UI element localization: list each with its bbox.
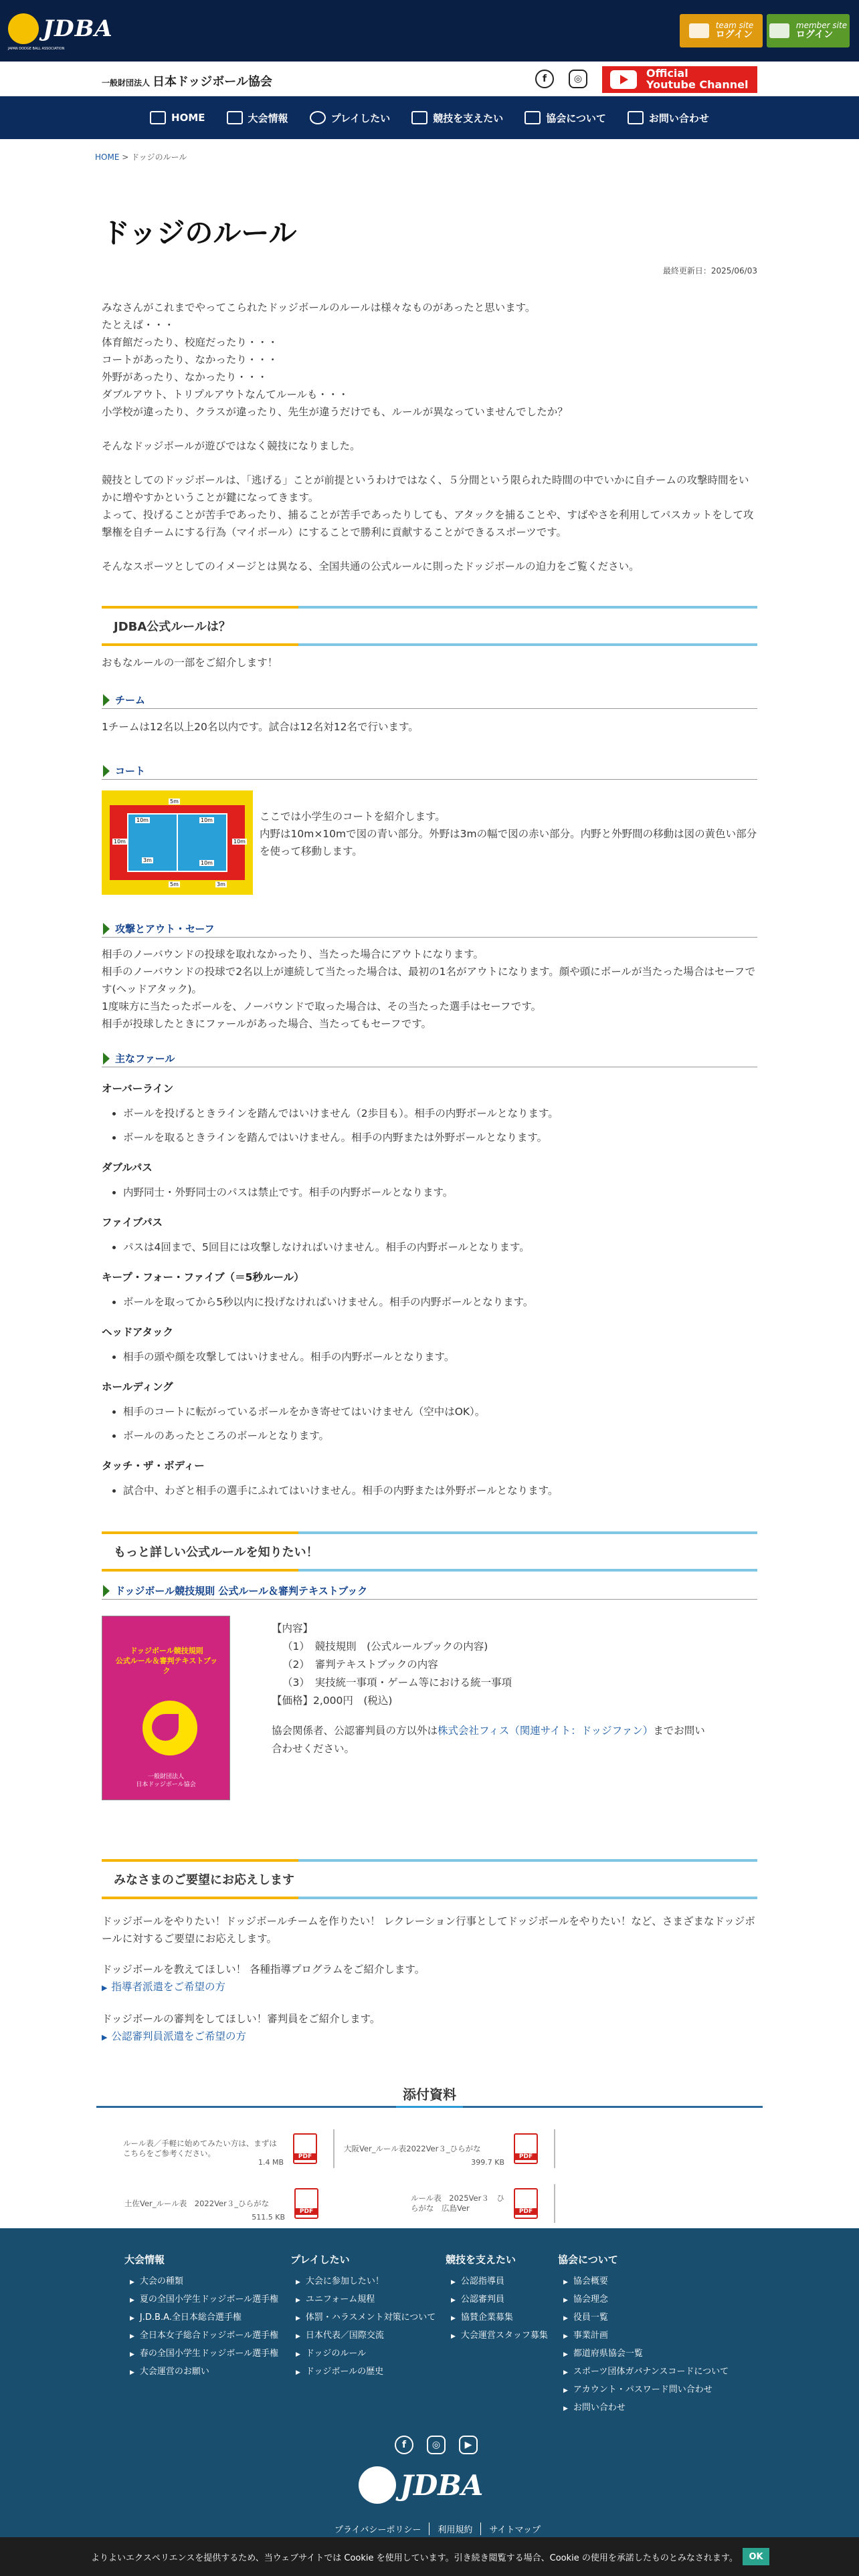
book-contact-text: 協会関係者、公認審判員の方以外は <box>272 1725 438 1737</box>
member-login-top: member site <box>795 21 848 31</box>
footer-link[interactable]: ▶ 事業計画 <box>558 2327 732 2345</box>
attachment-file[interactable] <box>114 2129 335 2168</box>
book-section <box>102 1616 757 1800</box>
footer-link[interactable]: ▶ 公認審判員 <box>446 2291 558 2309</box>
court-label: 10m <box>233 839 246 845</box>
book-price: 【価格】2,000円 (税込) <box>272 1695 393 1707</box>
logo-subtext: JAPAN DODGE BALL ASSOCIATION <box>8 47 65 51</box>
book-contact-text: までお問い合わせください。 <box>272 1725 705 1755</box>
footer-link[interactable]: ▶ 協会理念 <box>558 2291 732 2309</box>
pdf-icon <box>293 2133 317 2164</box>
team-text: 1チームは12名以上20名以内です。試合は12名対12名で行います。 <box>102 721 419 733</box>
breadcrumb-current: ドッジのルール <box>131 152 187 162</box>
attachment-name: 大阪Ver_ルール表2022Ver３_ひらがな <box>344 2143 481 2153</box>
foul-item: • ボールを投げるときラインを踏んではいけません（2歩目も）。相手の内野ボールとなります。 <box>123 1105 757 1122</box>
pdf-icon <box>514 2133 538 2164</box>
footer-link[interactable]: ▶ J.D.B.A.全日本総合選手権 <box>124 2309 290 2327</box>
foul-name: キープ・フォー・ファイブ（＝5秒ルール） <box>102 1271 304 1283</box>
nav-label: プレイしたい <box>330 112 391 124</box>
attachment-name: 土佐Ver_ルール表 2022Ver３_ひらがな <box>124 2198 270 2208</box>
requests-text: ドッジボールを教えてほしい！ 各種指導プログラムをご紹介します。 <box>102 1963 425 1975</box>
breadcrumb <box>95 151 187 163</box>
intro-line: 競技としてのドッジボールは、「逃げる」ことが前提というわけではなく、５分間という限られた時間の中でいかに自チームの攻撃時間をいかに増やすかということが鍵になってきます。 <box>102 474 749 504</box>
book-contents-item: （3） 実技統一事項・ゲーム等における統一事項 <box>282 1677 512 1689</box>
youtube-line1: Official <box>646 67 688 80</box>
footer-link[interactable]: ▶ ユニフォーム規程 <box>290 2291 446 2309</box>
top-bar <box>0 0 859 62</box>
footer-logo-text: JDBA <box>400 2468 484 2502</box>
book-contents-item: （2） 審判テキストブックの内容 <box>282 1658 438 1671</box>
footer-link[interactable]: ▶ 大会運営のお願い <box>124 2363 290 2381</box>
last-updated: 最終更新日：2025/06/03 <box>662 266 757 276</box>
foul-name: タッチ・ザ・ボディー <box>102 1460 205 1472</box>
instagram-icon[interactable]: ◎ <box>427 2436 446 2454</box>
section-heading-rules: JDBA公式ルールは？ <box>102 606 757 646</box>
footer-link[interactable]: ▶ 夏の全国小学生ドッジボール選手権 <box>124 2291 290 2309</box>
pdf-icon <box>514 2188 538 2219</box>
youtube-icon[interactable]: ▶ <box>459 2436 478 2454</box>
cookie-banner <box>0 2537 859 2576</box>
shield-icon <box>411 111 427 124</box>
breadcrumb-separator: > <box>119 152 132 162</box>
attack-text: 1度味方に当たったボールを、ノーバウンドで取った場合は、その当たった選手はセーフです。 <box>102 1000 542 1012</box>
footer-col-about <box>558 2252 732 2418</box>
foul-name: オーバーライン <box>102 1083 174 1095</box>
fis-company-link[interactable]: 株式会社フィス（関連サイト：ドッジファン） <box>438 1725 654 1737</box>
intro-line: コートがあったり、なかったり・・・ <box>102 354 278 366</box>
home-icon <box>150 111 166 124</box>
ball-icon <box>310 111 326 124</box>
foul-item: • 相手の頭や顔を攻撃してはいけません。相手の内野ボールとなります。 <box>123 1348 757 1366</box>
foul-item: • 試合中、わざと相手の選手にふれてはいけません。相手の内野または外野ボールとなります。 <box>123 1482 757 1499</box>
rules-lead: おもなルールの一部をご紹介します！ <box>102 657 278 669</box>
footer-col-title: 大会情報 <box>124 2254 165 2266</box>
footer-col-support <box>446 2252 558 2418</box>
org-prefix: 一般財団法人 <box>102 78 151 88</box>
footer-link[interactable]: ▶ ドッジボールの歴史 <box>290 2363 446 2381</box>
attachment-size: 511.5 KB <box>252 2213 285 2222</box>
court-diagram <box>102 790 253 895</box>
facebook-icon[interactable]: f <box>395 2436 413 2454</box>
team-login-label: ログイン <box>715 29 753 40</box>
footer-col-title: 協会について <box>558 2254 618 2266</box>
footer-link[interactable]: ▶ 公認指導員 <box>446 2273 558 2291</box>
intro-line: ダブルアウト、トリプルアウトなんてルールも・・・ <box>102 389 349 401</box>
attachment-name: ルール表 2025Ver３ ひらがな 広島Ver <box>411 2193 504 2213</box>
terms-link[interactable]: 利用規約 <box>430 2523 481 2535</box>
nav-label: 競技を支えたい <box>433 112 504 124</box>
nav-label: 大会情報 <box>248 112 288 124</box>
attack-text: 相手が投球したときにファールがあった場合、当たってもセーフです。 <box>102 1018 432 1030</box>
court-label: 5m <box>170 798 179 804</box>
instagram-icon[interactable]: ◎ <box>569 70 587 88</box>
attachment-size: 399.7 KB <box>471 2158 504 2167</box>
court-label: 5m <box>170 881 179 887</box>
footer-link[interactable]: ▶ 大会運営スタッフ募集 <box>446 2327 558 2345</box>
court-label: 10m <box>201 860 213 866</box>
team-login-top: team site <box>715 21 754 31</box>
court-label: 10m <box>201 817 213 823</box>
footer-link[interactable]: ▶ 協賛企業募集 <box>446 2309 558 2327</box>
foul-name: ダブルパス <box>102 1162 153 1174</box>
subheading-attack: 攻撃とアウト・セーフ <box>102 920 757 938</box>
footer-link[interactable]: ▶ 体罰・ハラスメント対策について <box>290 2309 446 2327</box>
nav-play[interactable] <box>306 111 395 125</box>
foul-item: • ボールを取るときラインを踏んではいけません。相手の内野または外野ボールとなります。 <box>123 1129 757 1146</box>
logo-text: JDBA <box>43 15 113 42</box>
intro-line: そんなドッジボールが遊びではなく競技になりました。 <box>102 440 361 452</box>
foul-name: ヘッドアタック <box>102 1326 173 1338</box>
member-card-icon <box>769 23 789 38</box>
foul-list <box>102 1081 757 1499</box>
footer-bottom-links <box>326 2523 549 2535</box>
facebook-icon[interactable]: f <box>535 70 554 88</box>
tournament-icon <box>227 111 243 124</box>
attachment-name: ルール表／手軽に始めてみたい方は、まずはこちらをご参考ください。 <box>123 2139 277 2158</box>
footer-col-title: 競技を支えたい <box>446 2254 516 2266</box>
attachments-title: 添付資料 <box>396 2084 463 2108</box>
attack-text: 相手のノーバウンドの投球を取れなかったり、当たった場合にアウトになります。 <box>102 948 484 960</box>
intro-line: 外野があったり、なかったり・・・ <box>102 371 268 383</box>
section-heading-requests: みなさまのご要望にお応えします <box>102 1859 757 1899</box>
nav-contact[interactable] <box>624 111 713 125</box>
youtube-channel-button[interactable] <box>602 66 757 93</box>
youtube-play-icon <box>610 70 637 89</box>
book-cover-logo <box>142 1701 197 1755</box>
cookie-text: よりよいエクスペリエンスを提供するため、当ウェブサイトでは Cookie を使用しています。引き続き閲覧する場合、Cookie の使用を承諾したものとみなされます。 <box>91 2553 738 2563</box>
footer-link[interactable]: ▶ 協会概要 <box>558 2273 732 2291</box>
footer-col-play <box>290 2252 446 2418</box>
nav-tournament[interactable] <box>223 111 292 125</box>
court-label: 3m <box>217 881 225 887</box>
footer-link[interactable]: ▶ スポーツ団体ガバナンスコードについて <box>558 2363 732 2381</box>
subheading-fouls: 主なファール <box>102 1050 757 1067</box>
court-text: 内野は10m×10mで図の青い部分。外野は3mの幅で図の赤い部分。内野と外野間の移動は図の黄色い部分を使って移動します。 <box>260 828 757 857</box>
intro-line: みなさんがこれまでやってこられたドッジボールのルールは様々なものがあったと思います。 <box>102 302 536 314</box>
foul-item: • 相手のコートに転がっているボールをかき寄せてはいけません（空中はOK）。 <box>123 1403 757 1420</box>
ball-logo-icon <box>8 13 39 44</box>
book-cover-title: ドッジボール競技規則 公式ルール＆審判テキストブック <box>115 1646 218 1675</box>
attachments-heading <box>102 2084 757 2111</box>
book-cover-image <box>102 1616 230 1800</box>
section-heading-book: もっと詳しい公式ルールを知りたい！ <box>102 1531 757 1572</box>
subheading-court: コート <box>102 762 757 780</box>
attachment-size: 1.4 MB <box>258 2158 284 2167</box>
foul-name: ホールディング <box>102 1381 173 1393</box>
center-line <box>177 813 178 872</box>
footer-link[interactable]: ▶ 大会の種類 <box>124 2273 290 2291</box>
member-login-label: ログイン <box>795 29 834 40</box>
footer-link[interactable]: ▶ アカウント・パスワード問い合わせ <box>558 2381 732 2399</box>
footer-link[interactable]: ▶ 大会に参加したい！ <box>290 2273 446 2291</box>
intro-line: そんなスポーツとしてのイメージとは異なる、全国共通の公式ルールに則ったドッジボールの迫力をご覧ください。 <box>102 560 640 572</box>
org-name[interactable] <box>102 72 272 90</box>
book-cover-publisher: 一般財団法人 日本ドッジボール協会 <box>136 1774 196 1788</box>
subheading-book: ドッジボール競技規則 公式ルール＆審判テキストブック <box>102 1582 757 1600</box>
requests-text: ドッジボールをやりたい！ドッジボールチームを作りたい！ レクレーション行事としてドッジボールをやりたい！など、さまざまなドッジボールに対するご要望にお応えします。 <box>102 1915 755 1945</box>
org-name-text: 日本ドッジボール協会 <box>153 75 272 89</box>
footer-link[interactable]: ▶ お問い合わせ <box>558 2399 732 2418</box>
footer-link[interactable]: ▶ 都道府県協会一覧 <box>558 2345 732 2363</box>
youtube-line2: Youtube Channel <box>646 78 749 91</box>
foul-item: • 内野同士・外野同士のパスは禁止です。相手の内野ボールとなります。 <box>123 1184 757 1201</box>
privacy-policy-link[interactable]: プライバシーポリシー <box>326 2523 430 2535</box>
footer <box>0 2228 859 2576</box>
foul-item: • ボールを取ってから5秒以内に投げなければいけません。相手の内野ボールとなります。 <box>123 1293 757 1311</box>
nav-about[interactable] <box>520 111 610 125</box>
footer-link[interactable]: ▶ 日本代表／国際交流 <box>290 2327 446 2345</box>
mail-icon <box>628 111 644 124</box>
attachment-file[interactable] <box>335 2184 555 2223</box>
attachment-file[interactable] <box>335 2129 555 2168</box>
requests-text: ドッジボールの審判をしてほしい！審判員をご紹介します。 <box>102 2013 381 2025</box>
court-label: 10m <box>114 839 126 845</box>
attack-text: 相手のノーバウンドの投球で2名以上が連続して当たった場合は、最初の1名がアウトになります。顔や頭にボールが当たった場合はセーフです(ヘッドアタック)。 <box>102 966 756 995</box>
main-content <box>102 211 757 2239</box>
attachment-file[interactable] <box>114 2184 335 2223</box>
court-label: 10m <box>136 817 149 823</box>
site-logo[interactable] <box>8 13 113 51</box>
referee-dispatch-link[interactable]: ▶ 公認審判員派遣をご希望の方 <box>102 2028 757 2046</box>
footer-col-title: プレイしたい <box>290 2254 350 2266</box>
intro <box>102 299 757 575</box>
main-nav <box>0 96 859 139</box>
org-header <box>0 62 859 96</box>
team-icon <box>689 23 709 38</box>
nav-label: HOME <box>171 112 205 124</box>
ball-logo-icon <box>359 2466 396 2504</box>
sitemap-link[interactable]: サイトマップ <box>489 2525 541 2535</box>
intro-line: 小学校が違ったり、クラスが違ったり、先生が違うだけでも、ルールが異なっていませんでしたか？ <box>102 406 568 418</box>
book-contents-item: （1） 競技規則 (公式ルールブックの内容) <box>282 1640 488 1652</box>
subheading-team: チーム <box>102 691 757 709</box>
footer-link[interactable]: ▶ 春の全国小学生ドッジボール選手権 <box>124 2345 290 2363</box>
breadcrumb-home[interactable]: HOME <box>95 152 120 162</box>
foul-name: ファイブパス <box>102 1216 163 1228</box>
foul-item: • パスは4回まで、5回目には攻撃しなければいけません。相手の内野ボールとなります。 <box>123 1239 757 1256</box>
court-text: ここでは小学生のコートを紹介します。 <box>260 811 446 823</box>
nav-home[interactable] <box>146 111 209 124</box>
instructor-dispatch-link[interactable]: ▶ 指導者派遣をご希望の方 <box>102 1978 757 1997</box>
intro-line: たとえば・・・ <box>102 319 175 331</box>
intro-line: 体育館だったり、校庭だったり・・・ <box>102 336 278 348</box>
attachments-list <box>114 2129 769 2239</box>
cookie-ok-button[interactable]: OK <box>743 2548 769 2565</box>
people-icon <box>524 111 541 124</box>
footer-logo[interactable] <box>359 2466 483 2504</box>
book-contents-label: 【内容】 <box>272 1622 314 1634</box>
team-site-login-button[interactable] <box>680 14 763 47</box>
page-title: ドッジのルール <box>102 217 297 249</box>
nav-label: お問い合わせ <box>648 112 709 124</box>
pdf-icon <box>294 2188 318 2219</box>
footer-link[interactable]: ▶ 役員一覧 <box>558 2309 732 2327</box>
court-label: 3m <box>143 857 152 863</box>
member-site-login-button[interactable] <box>767 14 850 47</box>
nav-support[interactable] <box>407 111 507 125</box>
court-section <box>102 790 757 895</box>
footer-link[interactable]: ▶ ドッジのルール <box>290 2345 446 2363</box>
intro-line: よって、投げることが苦手であったり、捕ることが苦手であったりしても、アタックを捕ることや、すばやさを利用してパスカットをして攻撃権を自チームにする行為（マイボール）にすることで勝利に貢献することができるスポーツです。 <box>102 509 754 538</box>
foul-item: • ボールのあったところのボールとなります。 <box>123 1427 757 1444</box>
footer-link[interactable]: ▶ 全日本女子総合ドッジボール選手権 <box>124 2327 290 2345</box>
footer-col-tournament <box>124 2252 290 2418</box>
nav-label: 協会について <box>546 112 606 124</box>
